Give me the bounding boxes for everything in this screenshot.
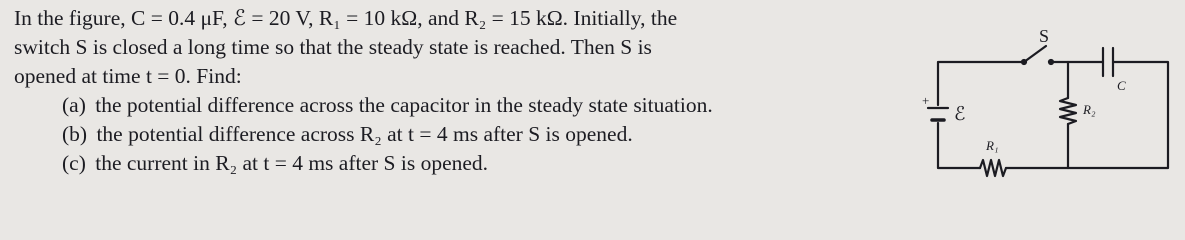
switch-blade <box>1024 46 1046 62</box>
part-b-label: (b) <box>62 122 88 146</box>
intro-line-2: switch S is closed a long time so that the steady state is reached. Then S is <box>14 35 652 59</box>
part-a-text: the potential difference across the capacitor in the steady state situation. <box>95 93 713 117</box>
question-parts <box>14 91 919 178</box>
wire-left-top <box>938 62 1023 105</box>
part-b-text: the potential difference across R₂ at t = 4 ms after S is opened. <box>96 122 633 146</box>
wire-left-bottom <box>938 123 980 168</box>
switch-label: S <box>1039 26 1050 46</box>
capacitor-label: C <box>1117 78 1126 93</box>
part-a <box>14 91 919 120</box>
intro-line-1: In the figure, C = 0.4 μF, ℰ = 20 V, R₁ = 10 kΩ, and R₂ = 15 kΩ. Initially, the <box>14 6 678 30</box>
part-c-text: the current in R₂ at t = 4 ms after S is opened. <box>95 151 489 175</box>
battery-plus-sign: + <box>922 93 930 108</box>
problem-text <box>14 4 919 178</box>
part-c <box>14 149 919 178</box>
r1-label: R₁ <box>986 138 999 153</box>
part-c-label: (c) <box>62 151 86 175</box>
circuit-diagram <box>918 10 1180 202</box>
r2-label: R₂ <box>1083 102 1096 117</box>
resistor-r1 <box>980 160 1006 176</box>
resistor-r2 <box>1060 98 1076 124</box>
part-b <box>14 120 919 149</box>
emf-label: ℰ <box>954 104 966 125</box>
part-a-label: (a) <box>62 93 86 117</box>
intro-line-3: opened at time t = 0. Find: <box>14 64 242 88</box>
